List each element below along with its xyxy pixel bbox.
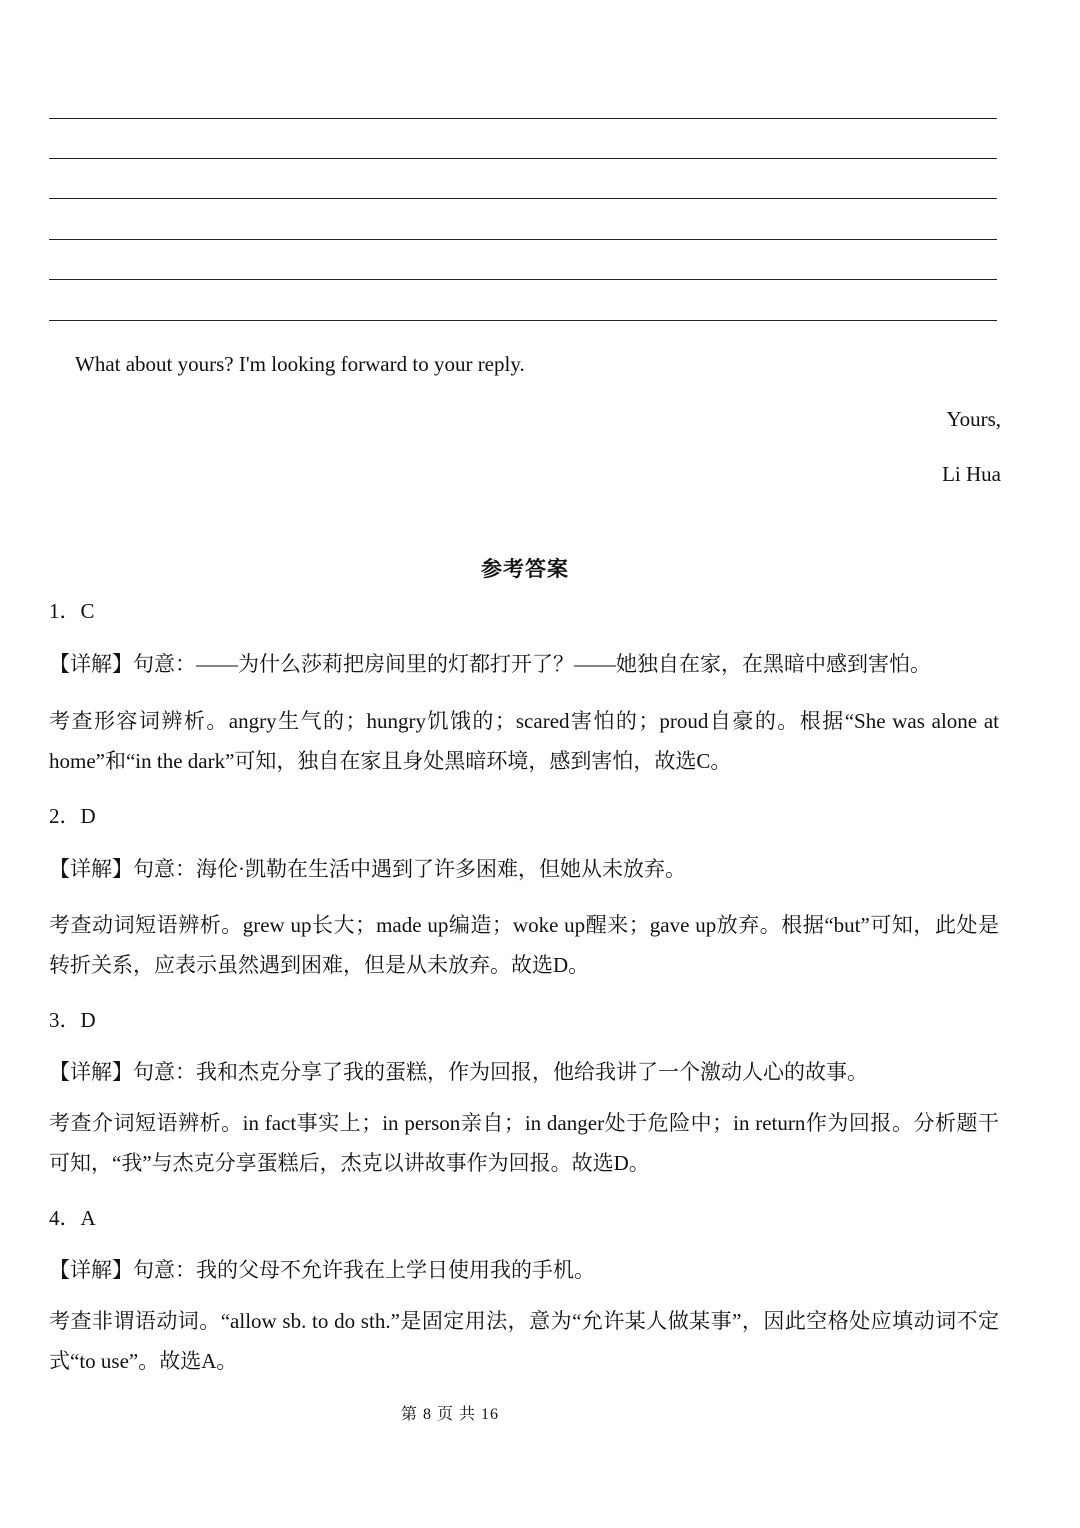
writing-line <box>49 239 997 240</box>
answer-number: 4．A <box>49 1206 96 1230</box>
answer-detail: 【详解】句意：海伦·凯勒在生活中遇到了许多困难，但她从未放弃。 <box>49 857 686 881</box>
writing-line <box>49 118 997 119</box>
writing-line <box>49 198 997 199</box>
answer-detail: 【详解】句意：我的父母不允许我在上学日使用我的手机。 <box>49 1258 595 1282</box>
answer-number: 1．C <box>49 599 95 623</box>
answer-analysis: 考查介词短语辨析。in fact事实上；in person亲自；in danger处于危险中；in return作为回报。分析题干可知，“我”与杰克分享蛋糕后，杰克以讲故事作为回报。故选D。 <box>49 1111 999 1175</box>
answer-number: 2．D <box>49 804 96 828</box>
writing-line <box>49 279 997 280</box>
answer-detail: 【详解】句意：我和杰克分享了我的蛋糕，作为回报，他给我讲了一个激动人心的故事。 <box>49 1060 868 1084</box>
page-number: 第 8 页 共 16 <box>400 1406 499 1423</box>
writing-line <box>49 158 997 159</box>
letter-signature: Li Hua <box>942 462 1001 486</box>
letter-closing-line: What about yours? I'm looking forward to your reply. <box>75 352 525 376</box>
answer-key-title: 参考答案 <box>481 557 569 581</box>
letter-signoff: Yours, <box>946 407 1001 431</box>
writing-line <box>49 320 997 321</box>
answer-number: 3．D <box>49 1008 96 1032</box>
answer-detail: 【详解】句意：——为什么莎莉把房间里的灯都打开了？——她独自在家，在黑暗中感到害怕。 <box>49 652 931 676</box>
answer-analysis: 考查动词短语辨析。grew up长大；made up编造；woke up醒来；gave up放弃。根据“but”可知，此处是转折关系，应表示虽然遇到困难，但是从未放弃。故选D。 <box>49 913 999 977</box>
answer-analysis: 考查形容词辨析。angry生气的；hungry饥饿的；scared害怕的；proud自豪的。根据“She was alone at home”和“in the dark”可知，独自在家且身处黑暗环境，感到害怕，故选C。 <box>49 709 999 773</box>
answer-analysis: 考查非谓语动词。“allow sb. to do sth.”是固定用法，意为“允许某人做某事”，因此空格处应填动词不定式“to use”。故选A。 <box>49 1309 999 1373</box>
